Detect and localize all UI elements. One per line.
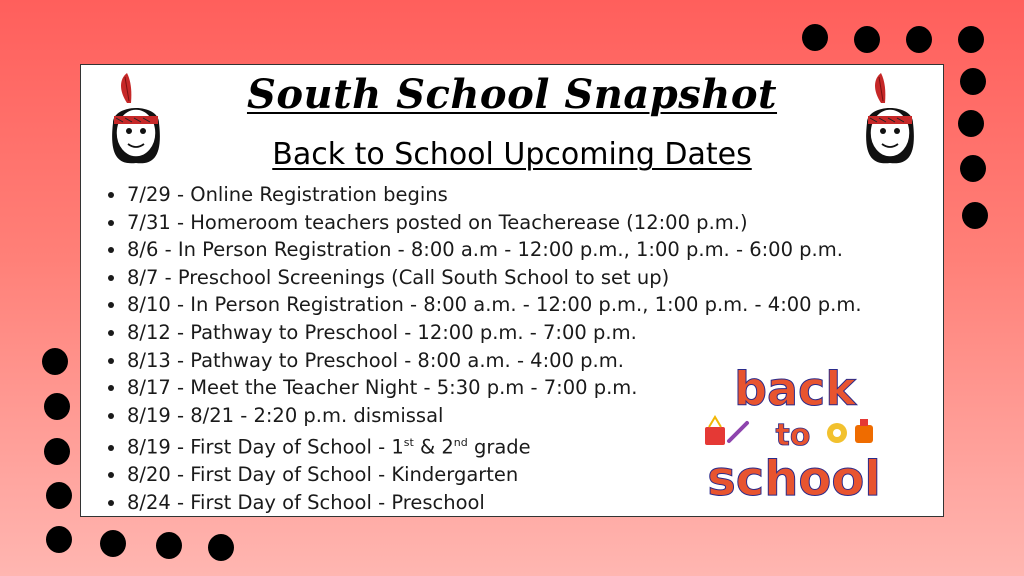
- decor-dot: [854, 26, 880, 53]
- decor-dot: [46, 482, 72, 509]
- clip-icon: [705, 427, 725, 445]
- logo-word-school: school: [707, 451, 881, 501]
- decor-dot: [960, 155, 986, 182]
- item-superscript: nd: [453, 436, 468, 450]
- decor-dot: [100, 530, 126, 557]
- decor-dot: [960, 68, 986, 95]
- decor-dot: [906, 26, 932, 53]
- back-to-school-logo: [699, 361, 889, 501]
- item-text: 8/19 - First Day of School - 1: [127, 435, 404, 459]
- list-item: • 8/17 - Meet the Teacher Night - 5:30 p.m - 7:00 p.m.: [127, 374, 862, 402]
- decor-dot: [208, 534, 234, 561]
- logo-word-to: to: [775, 418, 811, 453]
- list-item: • 7/29 - Online Registration begins: [127, 181, 862, 209]
- page-title: South School Snapshot: [246, 71, 778, 118]
- decor-dot: [958, 26, 984, 53]
- paperclip-icon: [729, 423, 747, 441]
- list-item: • 8/10 - In Person Registration - 8:00 a.m. - 12:00 p.m., 1:00 p.m. - 4:00 p.m.: [127, 291, 862, 319]
- item-superscript: st: [403, 436, 414, 450]
- list-item: • 8/13 - Pathway to Preschool - 8:00 a.m. - 4:00 p.m.: [127, 347, 862, 375]
- logo-word-back: back: [734, 362, 856, 416]
- decor-dot: [42, 348, 68, 375]
- list-item: • 8/6 - In Person Registration - 8:00 a.m - 12:00 p.m., 1:00 p.m. - 6:00 p.m.: [127, 236, 862, 264]
- decor-dot: [46, 526, 72, 553]
- list-item: • 8/24 - First Day of School - Preschool: [127, 489, 862, 517]
- decor-dot: [958, 110, 984, 137]
- announcement-card: [80, 64, 944, 517]
- item-text: grade: [467, 435, 531, 459]
- list-item: • 8/20 - First Day of School - Kindergarten: [127, 461, 862, 489]
- list-item: • 8/19 - 8/21 - 2:20 p.m. dismissal: [127, 402, 862, 430]
- decor-dot: [44, 393, 70, 420]
- decor-dot: [802, 24, 828, 51]
- decor-dot: [962, 202, 988, 229]
- list-item: • 8/7 - Preschool Screenings (Call South School to set up): [127, 264, 862, 292]
- page-subtitle: Back to School Upcoming Dates: [272, 137, 752, 172]
- glue-icon: [855, 425, 873, 443]
- list-item: • 8/12 - Pathway to Preschool - 12:00 p.m. - 7:00 p.m.: [127, 319, 862, 347]
- decor-dot: [44, 438, 70, 465]
- list-item: • 7/31 - Homeroom teachers posted on Teacherease (12:00 p.m.): [127, 209, 862, 237]
- item-text: & 2: [413, 435, 454, 459]
- decor-dot: [156, 532, 182, 559]
